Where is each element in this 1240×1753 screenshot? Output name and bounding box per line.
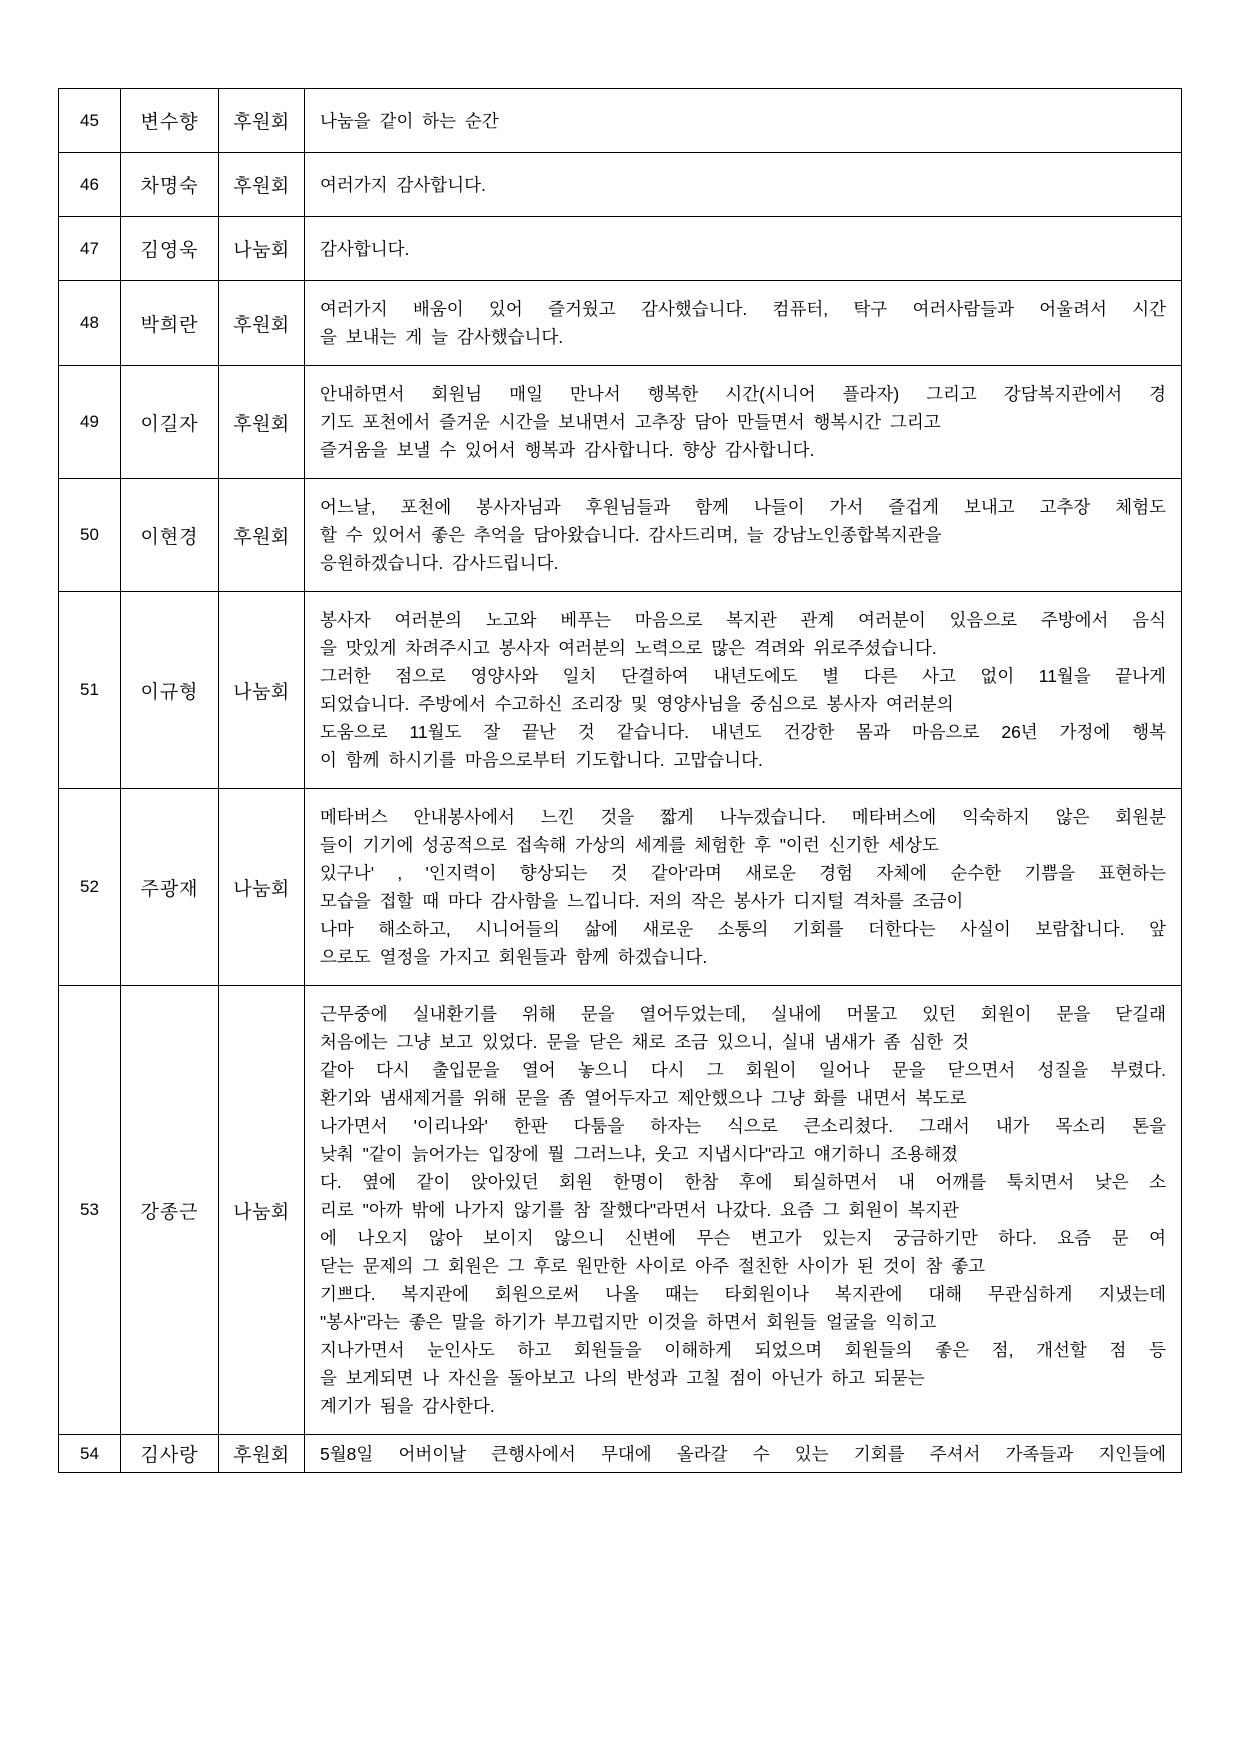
comment-line: 다. 옆에 같이 앉아있던 회원 한명이 한참 후에 퇴실하면서 내 어깨를 툭치면서 낮은 소 — [320, 1172, 1166, 1192]
comment-line: 어느날, 포천에 봉사자님과 후원님들과 함께 나들이 가서 즐겁게 보내고 고추장 체험도 — [320, 497, 1166, 517]
comment-line: 5월8일 어버이날 큰행사에서 무대에 올라갈 수 있는 기회를 주셔서 가족들과 지인들에 — [320, 1443, 1166, 1464]
comment-line: 모습을 접할 때 마다 감사함을 느낍니다. 저의 작은 봉사가 디지털 격차를 조금이 — [320, 891, 964, 911]
comment-line: 을 보내는 게 늘 감사했습니다. — [320, 327, 564, 347]
comment-line: 여러가지 배움이 있어 즐거웠고 감사했습니다. 컴퓨터, 탁구 여러사람들과 어울려서 시간 — [320, 299, 1166, 319]
comment-line: 나눔을 같이 하는 순간 — [320, 110, 499, 131]
table-row — [59, 592, 1182, 789]
comment-line: 할 수 있어서 좋은 추억을 담아왔습니다. 감사드리며, 늘 강남노인종합복지관을 — [320, 525, 942, 545]
member-group: 나눔회 — [219, 592, 305, 789]
comment-line: 을 맛있게 차려주시고 봉사자 여러분의 노력으로 많은 격려와 위로주셨습니다. — [320, 638, 937, 658]
comment-cell — [305, 479, 1182, 592]
comment-cell — [305, 1435, 1182, 1473]
feedback-table — [58, 88, 1182, 1473]
comment-line: 지나가면서 눈인사도 하고 회원들을 이해하게 되었으며 회원들의 좋은 점, 개선할 점 등 — [320, 1340, 1166, 1360]
member-group: 나눔회 — [219, 217, 305, 281]
comment-line: 안내하면서 회원님 매일 만나서 행복한 시간(시니어 플라자) 그리고 강담복지관에서 경 — [320, 384, 1166, 404]
comment-line: 리로 "아까 밖에 나가지 않기를 참 잘했다"라면서 나갔다. 요즘 그 회원이 복지관 — [320, 1200, 959, 1220]
row-number: 49 — [59, 366, 121, 479]
member-name: 김사랑 — [121, 1435, 219, 1473]
comment-line: 있구나' , '인지력이 향상되는 것 같아'라며 새로운 경험 자체에 순수한 기쁨을 표현하는 — [320, 863, 1166, 883]
comment-line: 나마 해소하고, 시니어들의 삶에 새로운 소통의 기회를 더한다는 사실이 보람찹니다. 앞 — [320, 919, 1166, 939]
comment-line: 처음에는 그냥 보고 있었다. 문을 닫은 채로 조금 있으니, 실내 냄새가 좀 심한 것 — [320, 1032, 969, 1052]
row-number: 46 — [59, 153, 121, 217]
comment-cell — [305, 153, 1182, 217]
row-number: 52 — [59, 789, 121, 986]
comment-line: 근무중에 실내환기를 위해 문을 열어두었는데, 실내에 머물고 있던 회원이 문을 닫길래 — [320, 1004, 1166, 1024]
table-row — [59, 1435, 1182, 1473]
comment-line: 즐거움을 보낼 수 있어서 행복과 감사합니다. 향상 감사합니다. — [320, 440, 815, 460]
table-row — [59, 217, 1182, 281]
table-row — [59, 479, 1182, 592]
comment-line: 을 보게되면 나 자신을 돌아보고 나의 반성과 고칠 점이 아닌가 하고 되묻는 — [320, 1368, 925, 1388]
member-name: 이규형 — [121, 592, 219, 789]
comment-cell — [305, 789, 1182, 986]
comment-line: 이 함께 하시기를 마음으로부터 기도합니다. 고맙습니다. — [320, 750, 763, 770]
comment-line: 응원하겠습니다. 감사드립니다. — [320, 553, 559, 573]
comment-cell — [305, 281, 1182, 366]
comment-cell — [305, 89, 1182, 153]
table-row — [59, 986, 1182, 1435]
comment-line: 들이 기기에 성공적으로 접속해 가상의 세계를 체험한 후 "이런 신기한 세상도 — [320, 835, 939, 855]
comment-line: 봉사자 여러분의 노고와 베푸는 마음으로 복지관 관계 여러분이 있음으로 주방에서 음식 — [320, 610, 1166, 630]
member-group: 후원회 — [219, 479, 305, 592]
comment-line: 감사합니다. — [320, 238, 410, 259]
comment-line: 같아 다시 출입문을 열어 놓으니 다시 그 회원이 일어나 문을 닫으면서 성질을 부렸다. — [320, 1060, 1166, 1080]
member-name: 이길자 — [121, 366, 219, 479]
comment-line: 여러가지 감사합니다. — [320, 174, 486, 195]
comment-line: 낮춰 "같이 늙어가는 입장에 뭘 그러느냐, 웃고 지냅시다"라고 얘기하니 조용해졌 — [320, 1144, 959, 1164]
comment-line: 에 나오지 않아 보이지 않으니 신변에 무슨 변고가 있는지 궁금하기만 하다. 요즘 문 여 — [320, 1228, 1166, 1248]
comment-line: 기도 포천에서 즐거운 시간을 보내면서 고추장 담아 만들면서 행복시간 그리고 — [320, 412, 941, 432]
member-name: 이현경 — [121, 479, 219, 592]
table-row — [59, 281, 1182, 366]
comment-line: 계기가 됨을 감사한다. — [320, 1396, 495, 1416]
table-row — [59, 789, 1182, 986]
member-name: 강종근 — [121, 986, 219, 1435]
row-number: 48 — [59, 281, 121, 366]
comment-cell — [305, 592, 1182, 789]
comment-line: "봉사"라는 좋은 말을 하기가 부끄럽지만 이것을 하면서 회원들 얼굴을 익히고 — [320, 1312, 937, 1332]
comment-cell — [305, 986, 1182, 1435]
member-name: 변수향 — [121, 89, 219, 153]
member-group: 나눔회 — [219, 789, 305, 986]
member-name: 차명숙 — [121, 153, 219, 217]
row-number: 47 — [59, 217, 121, 281]
comment-cell — [305, 366, 1182, 479]
member-group: 후원회 — [219, 153, 305, 217]
table-row — [59, 366, 1182, 479]
comment-line: 도움으로 11월도 잘 끝난 것 같습니다. 내년도 건강한 몸과 마음으로 26년 가정에 행복 — [320, 722, 1166, 742]
table-row — [59, 153, 1182, 217]
member-group: 후원회 — [219, 281, 305, 366]
row-number: 50 — [59, 479, 121, 592]
comment-line: 환기와 냄새제거를 위해 문을 좀 열어두자고 제안했으나 그냥 화를 내면서 복도로 — [320, 1088, 967, 1108]
member-group: 후원회 — [219, 366, 305, 479]
comment-cell — [305, 217, 1182, 281]
member-group: 후원회 — [219, 89, 305, 153]
row-number: 53 — [59, 986, 121, 1435]
comment-line: 으로도 열정을 가지고 회원들과 함께 하겠습니다. — [320, 947, 708, 967]
row-number: 51 — [59, 592, 121, 789]
comment-line: 기쁘다. 복지관에 회원으로써 나올 때는 타회원이나 복지관에 대해 무관심하게 지냈는데 — [320, 1284, 1166, 1304]
comment-line: 메타버스 안내봉사에서 느낀 것을 짧게 나누겠습니다. 메타버스에 익숙하지 않은 회원분 — [320, 807, 1166, 827]
member-name: 주광재 — [121, 789, 219, 986]
comment-line: 되었습니다. 주방에서 수고하신 조리장 및 영양사님을 중심으로 봉사자 여러분의 — [320, 694, 954, 714]
row-number: 54 — [59, 1435, 121, 1473]
member-group: 후원회 — [219, 1435, 305, 1473]
comment-line: 그러한 점으로 영양사와 일치 단결하여 내년도에도 별 다른 사고 없이 11월을 끝나게 — [320, 666, 1166, 686]
member-group: 나눔회 — [219, 986, 305, 1435]
feedback-table-body — [59, 89, 1182, 1473]
comment-line: 닫는 문제의 그 회원은 그 후로 원만한 사이로 아주 절친한 사이가 된 것이 참 좋고 — [320, 1256, 986, 1276]
comment-line: 나가면서 '이리나와' 한판 다툼을 하자는 식으로 큰소리쳤다. 그래서 내가 목소리 톤을 — [320, 1116, 1166, 1136]
member-name: 김영욱 — [121, 217, 219, 281]
row-number: 45 — [59, 89, 121, 153]
table-row — [59, 89, 1182, 153]
member-name: 박희란 — [121, 281, 219, 366]
